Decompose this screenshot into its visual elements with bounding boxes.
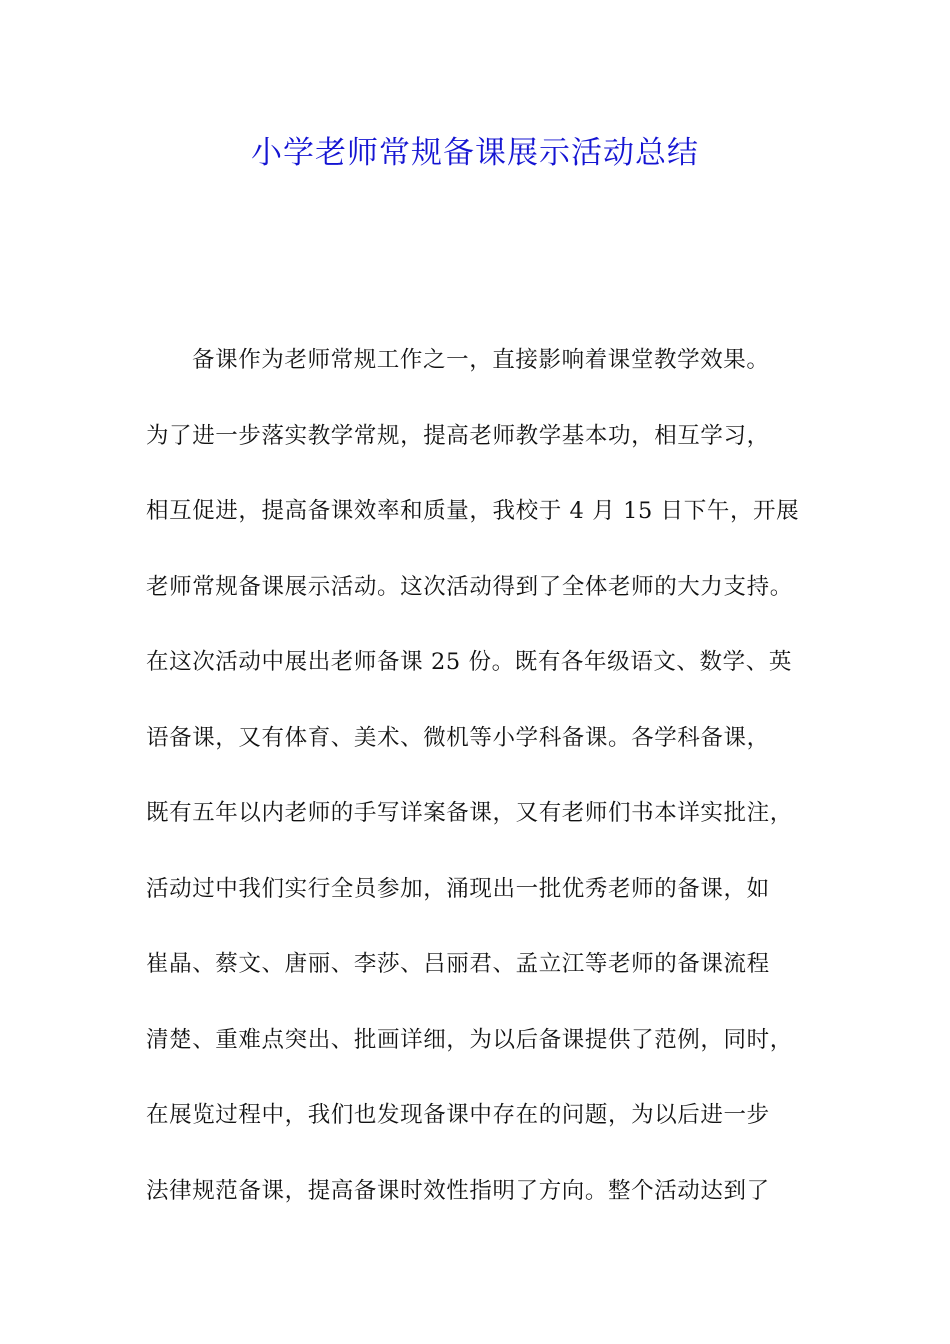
body-line-5: 在这次活动中展出老师备课 25 份。既有各年级语文、数学、英 bbox=[146, 649, 792, 675]
body-line-2: 为了进一步落实教学常规，提高老师教学基本功，相互学习， bbox=[146, 422, 770, 449]
body-line-8: 活动过中我们实行全员参加，涌现出一批优秀老师的备课，如 bbox=[146, 875, 770, 902]
body-line-9: 崔晶、蔡文、唐丽、李莎、吕丽君、孟立江等老师的备课流程 bbox=[146, 951, 770, 977]
body-line-4: 老师常规备课展示活动。这次活动得到了全体老师的大力支持。 bbox=[146, 573, 793, 600]
document-title: 小学老师常规备课展示活动总结 bbox=[251, 135, 699, 171]
body-line-7: 既有五年以内老师的手写详案备课，又有老师们书本详实批注， bbox=[146, 800, 793, 826]
body-line-6: 语备课，又有体育、美术、微机等小学科备课。各学科备课， bbox=[146, 724, 770, 751]
body-line-10: 清楚、重难点突出、批画详细，为以后备课提供了范例，同时， bbox=[146, 1026, 793, 1053]
body-line-12: 法律规范备课，提高备课时效性指明了方向。整个活动达到了 bbox=[146, 1177, 770, 1204]
body-line-3: 相互促进，提高备课效率和质量，我校于 4 月 15 日下午，开展 bbox=[146, 498, 800, 524]
document-body bbox=[146, 340, 836, 1246]
body-line-1: 备课作为老师常规工作之一，直接影响着课堂教学效果。 bbox=[192, 347, 770, 373]
body-line-11: 在展览过程中，我们也发现备课中存在的问题，为以后进一步 bbox=[146, 1102, 770, 1128]
